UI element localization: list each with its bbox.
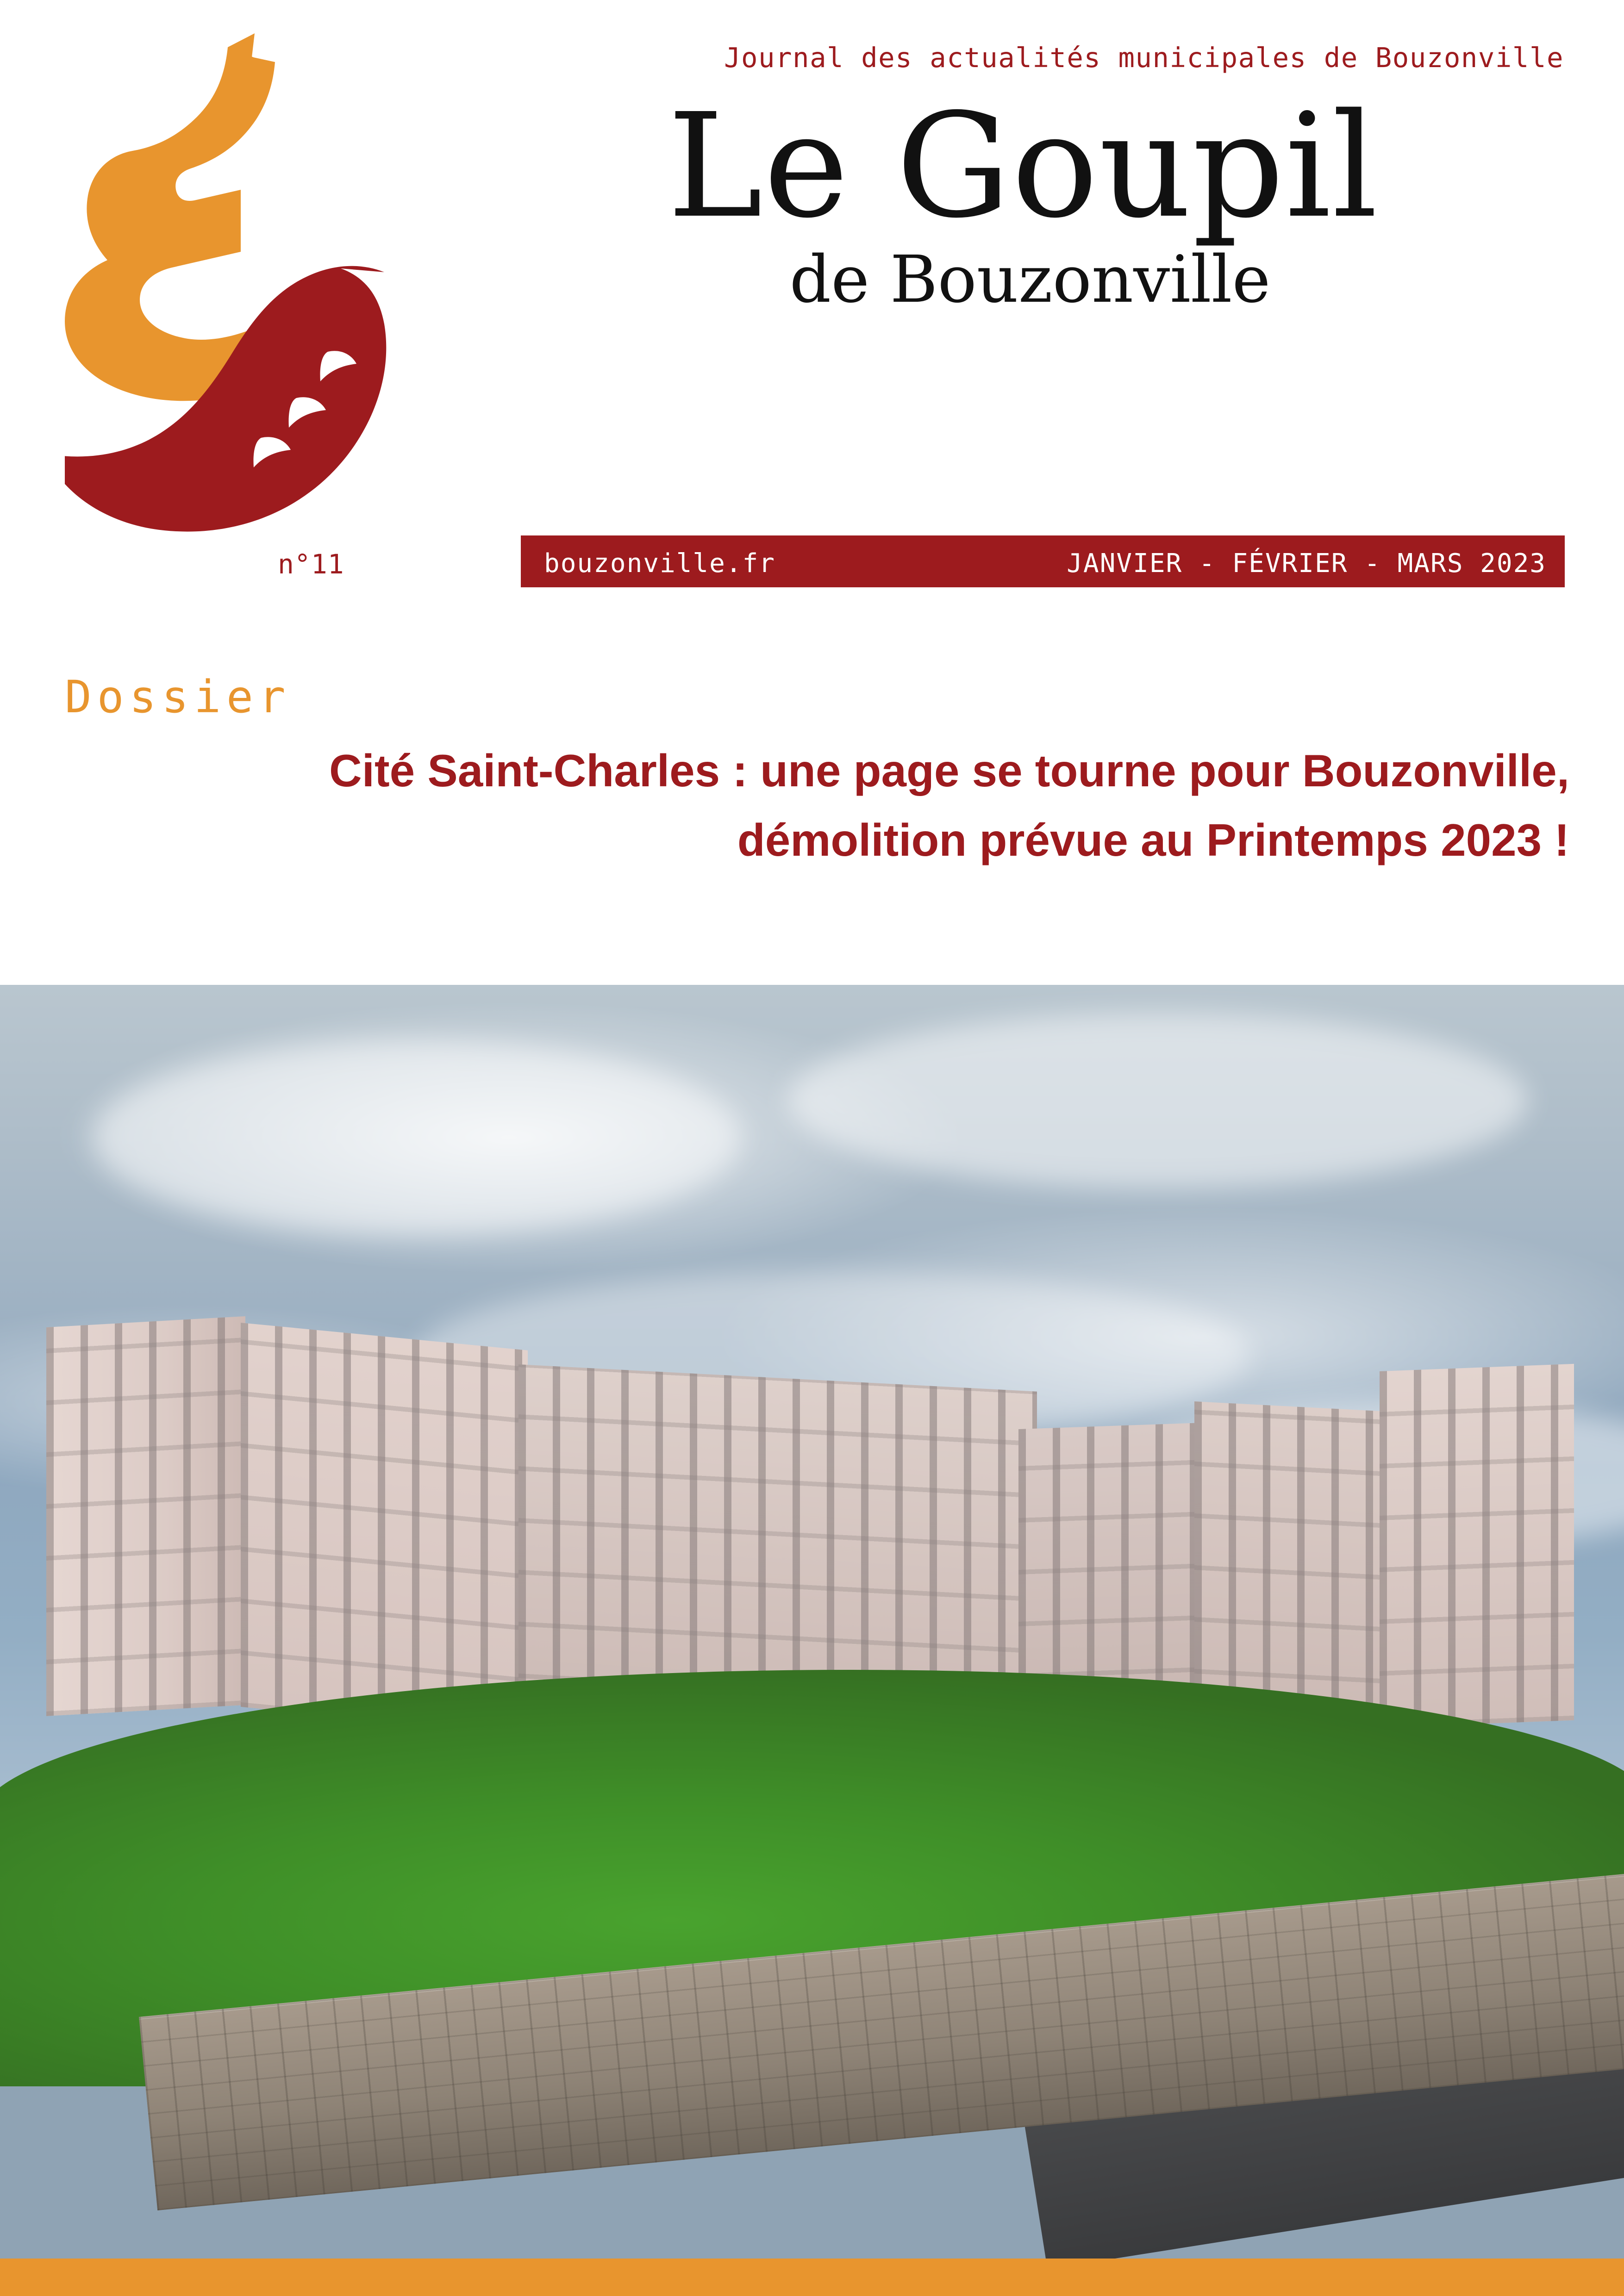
cover-headline-line2: démolition prévue au Printemps 2023 ! [737, 815, 1569, 865]
masthead [0, 0, 1624, 620]
window-grid [241, 1323, 528, 1735]
window-grid [1380, 1364, 1574, 1728]
cover-headline-lead: Cité Saint-Charles : [329, 745, 748, 796]
footer-accent-bar [0, 2259, 1624, 2296]
cover-headline [60, 736, 1569, 875]
fox-head-logo [65, 28, 481, 602]
window-grid [46, 1316, 245, 1716]
journal-tagline: Journal des actualités municipales de Bouzonville [724, 42, 1564, 74]
cloud-shape [787, 1013, 1528, 1188]
journal-title-block [472, 83, 1574, 317]
issue-number: n°11 [278, 548, 344, 580]
website-link[interactable]: bouzonville.fr [544, 548, 776, 579]
building-block [241, 1323, 528, 1735]
cover-photo [0, 985, 1624, 2260]
masthead-info-bar [521, 535, 1565, 587]
issue-period: JANVIER - FÉVRIER - MARS 2023 [1067, 548, 1546, 579]
journal-title: Le Goupil [667, 83, 1379, 250]
building-block [1380, 1364, 1574, 1728]
cover-headline-rest: une page se tourne pour Bouzonville, [747, 745, 1569, 796]
building-block [46, 1316, 245, 1716]
cloud-shape [93, 1040, 741, 1235]
section-label-dossier: Dossier [65, 671, 291, 723]
journal-subtitle: de Bouzonville [789, 242, 1271, 317]
